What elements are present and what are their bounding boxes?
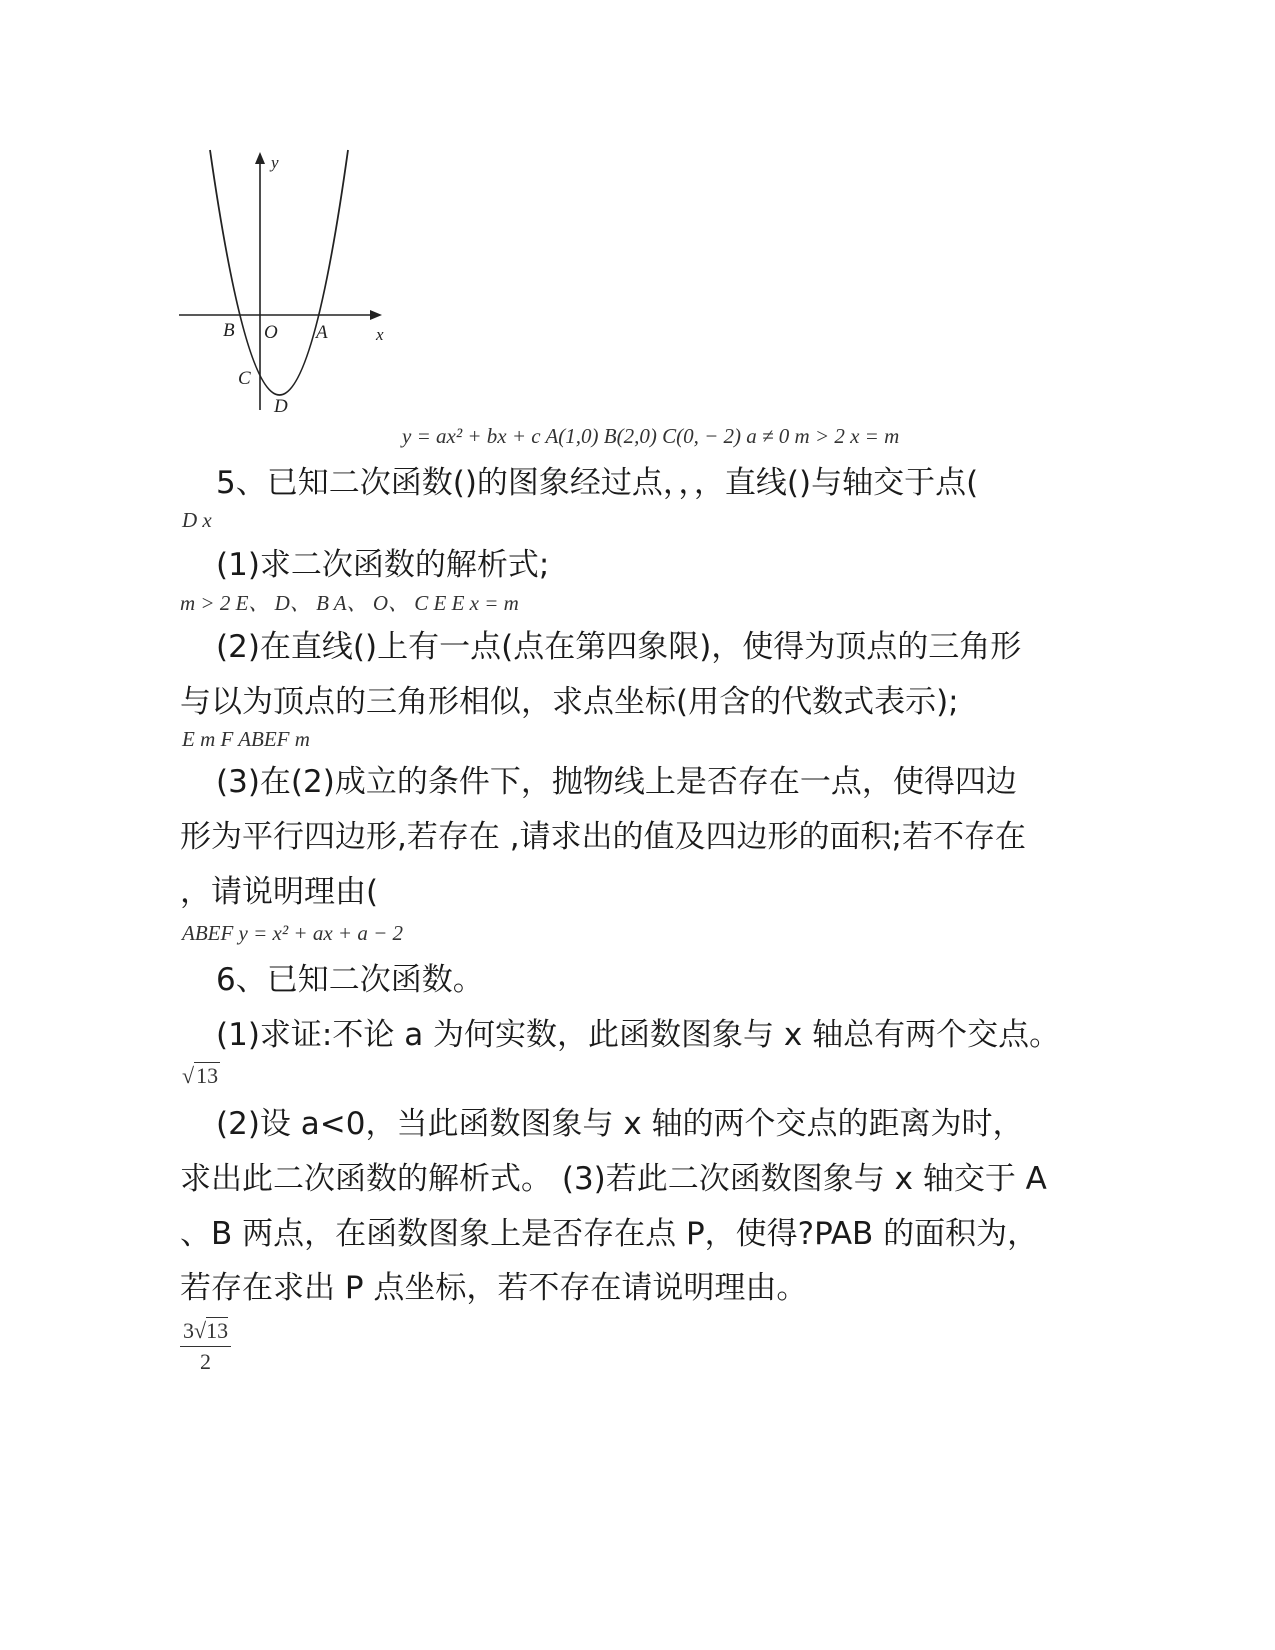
q5-math-after-stem: D x	[182, 508, 212, 532]
q5-math-after-part3: ABEF y = x² + ax + a − 2	[182, 921, 404, 945]
sqrt-sign: √	[182, 1063, 195, 1088]
fraction-numerator	[180, 1318, 231, 1347]
q6-part2-line3: 、B 两点，在函数图象上是否存在点 P，使得?PAB 的面积为，	[180, 1216, 1039, 1252]
q5-math-after-part1: m > 2 E、 D、 B A、 O、 C E E x = m	[180, 591, 519, 615]
q6-part2-line2: 求出此二次函数的解析式。 (3)若此二次函数图象与 x 轴交于 A	[180, 1161, 1047, 1197]
parabola-curve	[210, 150, 348, 395]
q5-part1: (1)求二次函数的解析式;	[216, 547, 550, 583]
q5-stem: 5、已知二次函数()的图象经过点，，，直线()与轴交于点(	[216, 465, 979, 501]
sqrt-sign: √	[194, 1318, 207, 1343]
y-axis-label: y	[271, 153, 279, 172]
q5-formula-line: y = ax² + bx + c A(1,0) B(2,0) C(0, − 2) a ≠ 0 m > 2 x = m	[402, 424, 900, 448]
q6-part2-line1: (2)设 a<0，当此函数图象与 x 轴的两个交点的距离为时，	[216, 1106, 1024, 1142]
y-axis-arrow	[255, 152, 265, 164]
q6-part1: (1)求证:不论 a 为何实数，此函数图象与 x 轴总有两个交点。	[216, 1017, 1061, 1053]
q5-part3-line2: 形为平行四边形,若存在 ,请求出的值及四边形的面积;若不存在	[180, 819, 1027, 855]
parabola-figure	[176, 140, 406, 425]
q6-stem: 6、已知二次函数。	[216, 962, 484, 998]
q5-part3-line1: (3)在(2)成立的条件下，抛物线上是否存在一点，使得四边	[216, 764, 1017, 800]
q5-part2-line1: (2)在直线()上有一点(点在第四象限)，使得为顶点的三角形	[216, 629, 1022, 665]
sqrt-radicand: 13	[196, 1063, 219, 1088]
fraction-denominator: 2	[200, 1349, 212, 1374]
q5-part3-line3: ，请说明理由(	[180, 874, 379, 910]
point-b-label: B	[223, 320, 235, 341]
q6-part2-line4: 若存在求出 P 点坐标，若不存在请说明理由。	[180, 1270, 808, 1306]
numerator-coefficient: 3	[183, 1318, 194, 1343]
q5-math-after-part2: E m F ABEF m	[182, 727, 310, 751]
x-axis-label: x	[376, 325, 384, 344]
sqrt-13-expression	[182, 1063, 220, 1089]
point-d-label: D	[274, 396, 288, 417]
numerator-radicand: 13	[206, 1318, 229, 1343]
fraction-3sqrt13-over-2	[180, 1318, 231, 1375]
q5-part2-line2: 与以为顶点的三角形相似，求点坐标(用含的代数式表示);	[180, 684, 959, 720]
x-axis-arrow	[370, 310, 382, 320]
point-c-label: C	[238, 368, 251, 389]
point-o-label: O	[264, 322, 278, 343]
point-a-label: A	[316, 322, 328, 343]
